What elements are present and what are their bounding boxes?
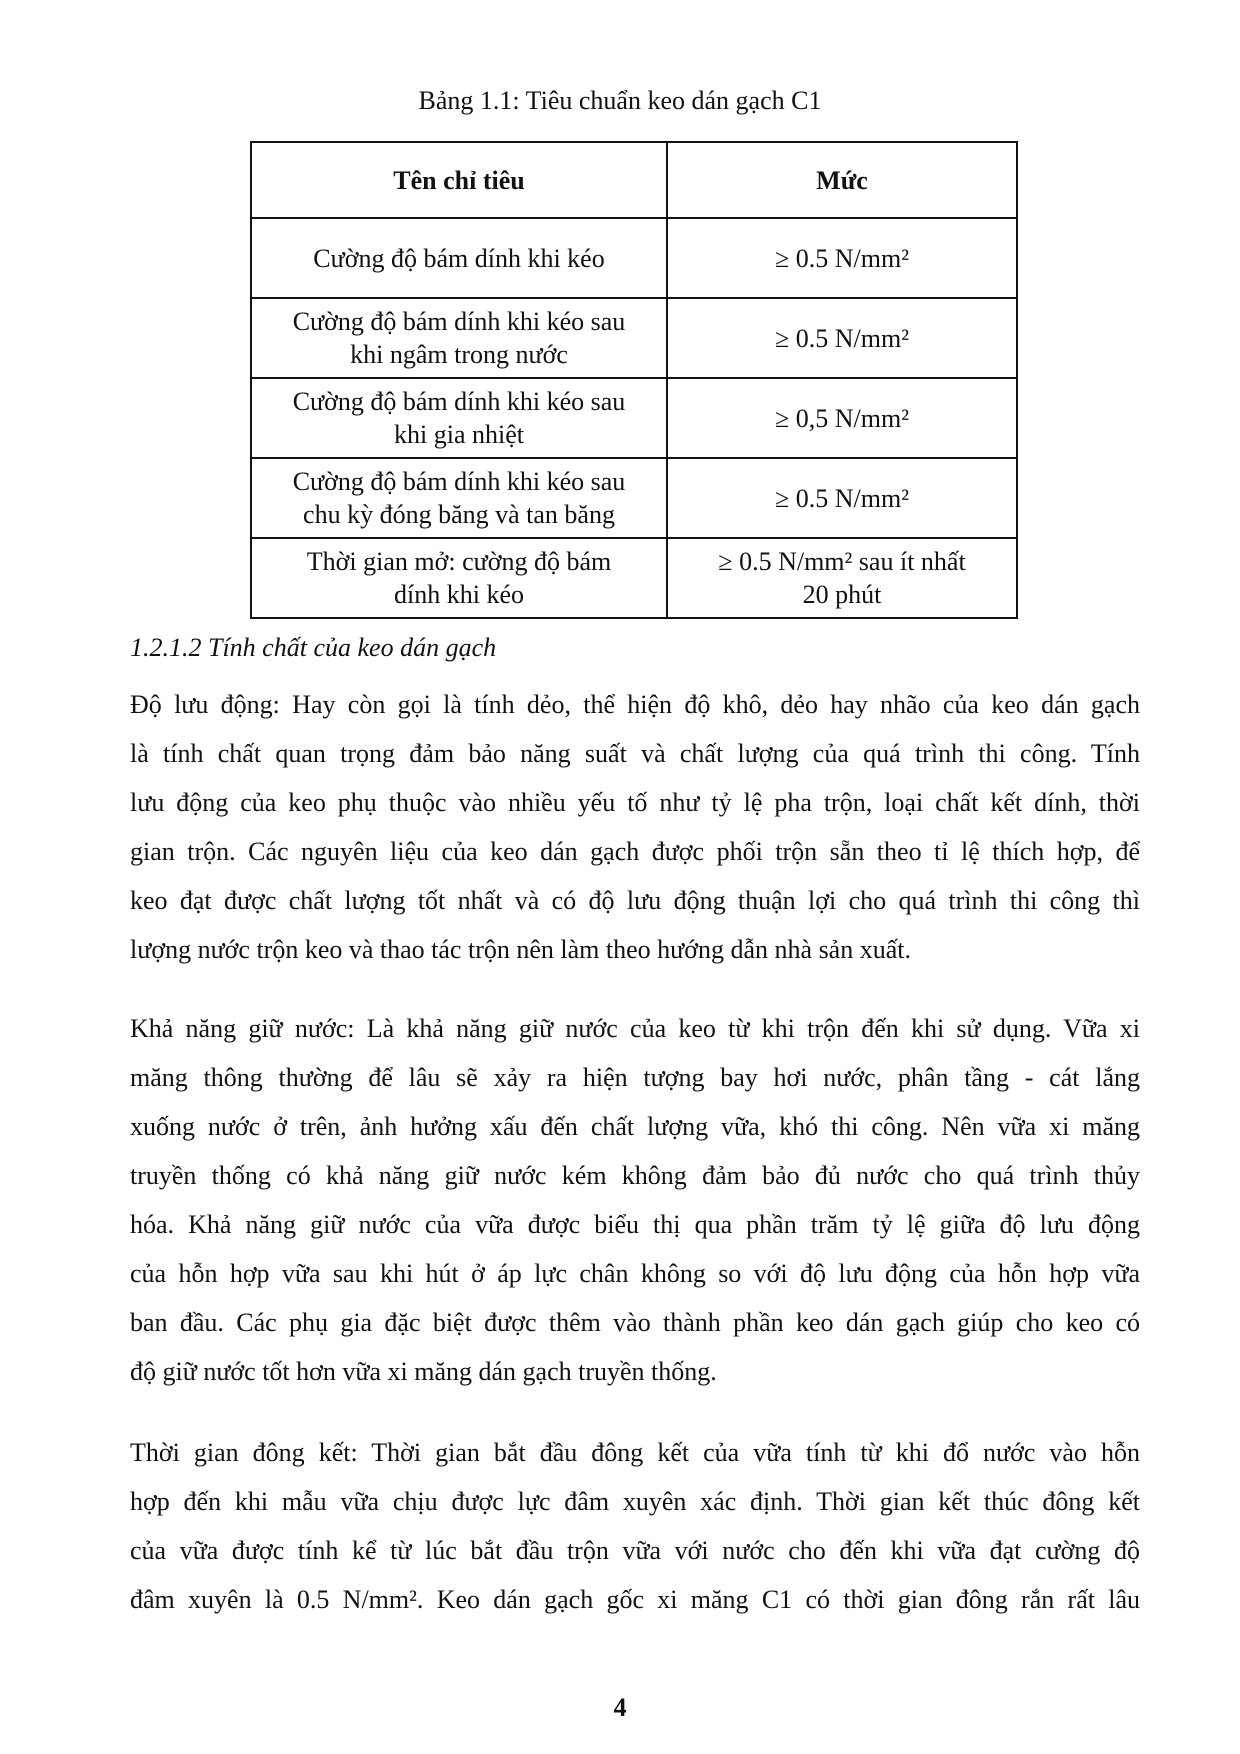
table-row [251,218,1017,298]
paragraph-setting-time [130,1428,1140,1624]
text-line: keo đạt được chất lượng tốt nhất và có độ lưu động thuận lợi cho quá trình thi công thì [130,886,1140,915]
cell-line: dính khi kéo [394,580,524,609]
level-cell [667,218,1017,298]
cell-line: Thời gian mở: cường độ bám [306,547,612,576]
table-row [251,378,1017,458]
level-cell [667,378,1017,458]
cell-line: 20 phút [802,580,882,609]
text-line: truyền thống có khả năng giữ nước kém không đảm bảo đủ nước cho quá trình thủy [130,1161,1140,1190]
cell-line: ≥ 0.5 N/mm² [774,323,909,353]
level-cell [667,538,1017,618]
header-level: Mức [667,142,1017,218]
table-caption: Bảng 1.1: Tiêu chuẩn keo dán gạch C1 [418,86,822,115]
table-row [251,298,1017,378]
section-subheading: 1.2.1.2 Tính chất của keo dán gạch [130,633,497,662]
criterion-cell [251,378,667,458]
cell-line: Cường độ bám dính khi kéo sau [292,387,626,416]
cell-line: Cường độ bám dính khi kéo sau [292,307,626,336]
text-line: gian trộn. Các nguyên liệu của keo dán gạch được phối trộn sẵn theo tỉ lệ thích hợp, để [130,837,1140,866]
text-line: của vữa được tính kể từ lúc bắt đầu trộn vữa với nước cho đến khi vữa đạt cường độ [130,1536,1140,1565]
cell-line: ≥ 0.5 N/mm² [774,243,909,273]
cell-line: chu kỳ đóng băng và tan băng [303,500,615,529]
paragraph-flowability [130,680,1140,974]
text-line: đâm xuyên là 0.5 N/mm². Keo dán gạch gốc xi măng C1 có thời gian đông rắn rất lâu [130,1585,1140,1614]
cell-line: Cường độ bám dính khi kéo [313,243,605,273]
cell-line: khi gia nhiệt [394,420,524,449]
table-row [251,538,1017,618]
header-criterion: Tên chỉ tiêu [251,142,667,218]
text-line: xuống nước ở trên, ảnh hưởng xấu đến chất lượng vữa, khó thi công. Nên vữa xi măng [130,1112,1140,1141]
text-line: ban đầu. Các phụ gia đặc biệt được thêm vào thành phần keo dán gạch giúp cho keo có [130,1308,1140,1337]
criterion-cell [251,218,667,298]
text-line: là tính chất quan trọng đảm bảo năng suất và chất lượng của quá trình thi công. Tính [130,739,1140,768]
text-line: lượng nước trộn keo và thao tác trộn nên làm theo hướng dẫn nhà sản xuất. [130,935,911,964]
text-line: độ giữ nước tốt hơn vữa xi măng dán gạch truyền thống. [130,1357,717,1386]
criterion-cell [251,538,667,618]
table-header-row [251,142,1017,218]
page-number: 4 [613,1693,627,1722]
text-line: Khả năng giữ nước: Là khả năng giữ nước của keo từ khi trộn đến khi sử dụng. Vữa xi [130,1014,1140,1043]
text-line: Độ lưu động: Hay còn gọi là tính dẻo, thể hiện độ khô, dẻo hay nhão của keo dán gạch [130,690,1140,719]
standards-table [250,141,1018,619]
criterion-cell [251,458,667,538]
text-line: Thời gian đông kết: Thời gian bắt đầu đông kết của vữa tính từ khi đổ nước vào hỗn [130,1438,1140,1467]
table-row [251,458,1017,538]
text-line: hợp đến khi mẫu vữa chịu được lực đâm xuyên xác định. Thời gian kết thúc đông kết [130,1487,1140,1516]
cell-line: ≥ 0.5 N/mm² sau ít nhất [718,547,966,576]
text-line: của hỗn hợp vữa sau khi hút ở áp lực chân không so với độ lưu động của hỗn hợp vữa [130,1259,1140,1288]
cell-line: ≥ 0,5 N/mm² [774,403,909,433]
paragraph-water-retention [130,1004,1140,1396]
text-line: hóa. Khả năng giữ nước của vữa được biểu thị qua phần trăm tỷ lệ giữa độ lưu động [130,1210,1140,1239]
cell-line: Cường độ bám dính khi kéo sau [292,467,626,496]
cell-line: khi ngâm trong nước [350,340,568,369]
cell-line: ≥ 0.5 N/mm² [774,483,909,513]
level-cell [667,298,1017,378]
text-line: lưu động của keo phụ thuộc vào nhiều yếu tố như tỷ lệ pha trộn, loại chất kết dính, thời [130,788,1140,817]
text-line: măng thông thường để lâu sẽ xảy ra hiện tượng bay hơi nước, phân tầng - cát lắng [130,1063,1140,1092]
criterion-cell [251,298,667,378]
level-cell [667,458,1017,538]
